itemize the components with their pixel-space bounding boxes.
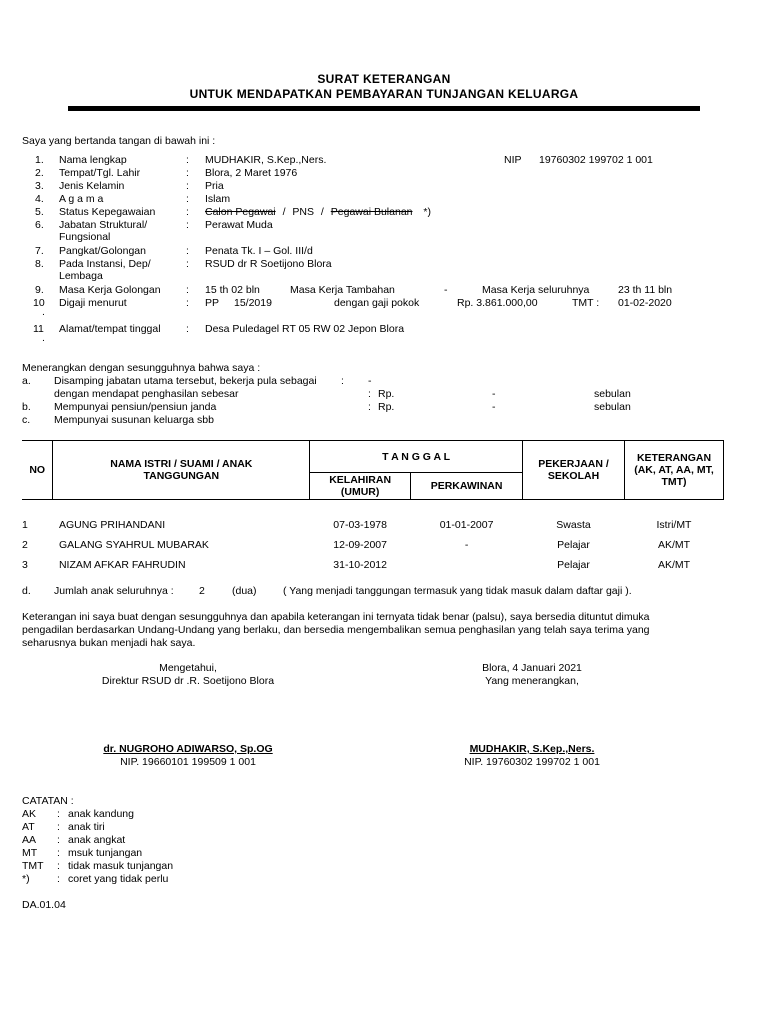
document-title: SURAT KETERANGAN — [317, 72, 451, 86]
table-row — [22, 515, 724, 535]
field-colon: : — [186, 219, 189, 231]
field-label: Jabatan Struktural/ — [59, 219, 148, 231]
status-option-bulanan: Pegawai Bulanan — [330, 206, 413, 218]
catatan-code: AT — [22, 821, 35, 833]
cell-nama: AGUNG PRIHANDANI — [58, 518, 166, 531]
item-a-text: Disamping jabatan utama tersebut, bekerja pula sebagai — [54, 375, 317, 387]
field-value: RSUD dr R Soetijono Blora — [205, 258, 332, 270]
gaji-pp: PP — [205, 297, 220, 309]
item-c-text: Mempunyai susunan keluarga sbb — [54, 414, 214, 426]
field-value: Islam — [205, 193, 231, 205]
cell-no: 2 — [22, 538, 28, 551]
field-no: 5. — [35, 206, 44, 218]
sig-right-line2: Yang menerangkan, — [485, 675, 579, 687]
catatan-code: MT — [22, 847, 38, 859]
field-colon: : — [186, 258, 189, 270]
sig-left-nip: NIP. 19660101 199509 1 001 — [120, 756, 256, 768]
gaji-pp-number: 15/2019 — [234, 297, 272, 309]
table-row — [22, 555, 724, 575]
family-table — [22, 440, 724, 575]
col-header-tanggal: T A N G G A L — [310, 441, 523, 473]
field-colon: : — [186, 193, 189, 205]
item-letter: b. — [22, 401, 31, 413]
item-a-text2: dengan mendapat penghasilan sebesar — [54, 388, 239, 400]
table-row — [22, 535, 724, 555]
status-separator: / — [320, 206, 324, 218]
title-rule — [68, 106, 700, 111]
cell-no: 3 — [22, 558, 28, 571]
field-no: 11 — [33, 323, 44, 335]
gaji-pokok-label: dengan gaji pokok — [334, 297, 420, 309]
catatan-colon: : — [57, 873, 60, 885]
cell-kerja: Pelajar — [557, 558, 590, 571]
catatan-code: AA — [22, 834, 37, 846]
sig-right-nip: NIP. 19760302 199702 1 001 — [464, 756, 600, 768]
cell-no: 1 — [22, 518, 28, 531]
field-no-dot: . — [42, 306, 45, 318]
col-header-kelahiran: KELAHIRAN (UMUR) — [310, 473, 411, 500]
cell-kerja: Pelajar — [557, 538, 590, 551]
nip-label: NIP — [504, 154, 522, 166]
sig-left-line1: Mengetahui, — [159, 662, 217, 674]
jumlah-label: Jumlah anak seluruhnya : — [54, 585, 174, 597]
item-colon: : — [368, 388, 371, 400]
field-label: Tempat/Tgl. Lahir — [59, 167, 141, 179]
field-label: A g a m a — [59, 193, 104, 205]
item-letter: d. — [22, 585, 31, 597]
field-value: Blora, 2 Maret 1976 — [205, 167, 298, 179]
field-label: Nama lengkap — [59, 154, 127, 166]
item-dash: - — [492, 388, 496, 400]
item-sebulan: sebulan — [594, 401, 631, 413]
cell-kawin — [411, 555, 523, 575]
field-value: Perawat Muda — [205, 219, 273, 231]
cell-ket: Istri/MT — [656, 518, 692, 531]
tmt-label: TMT : — [572, 297, 600, 309]
field-no: 6. — [35, 219, 44, 231]
menerangkan-intro: Menerangkan dengan sesungguhnya bahwa saya : — [22, 362, 261, 374]
field-no: 2. — [35, 167, 44, 179]
catatan-colon: : — [57, 808, 60, 820]
status-option-pns: PNS — [292, 206, 314, 218]
field-colon: : — [186, 245, 189, 257]
tmt-value: 01-02-2020 — [618, 297, 672, 309]
cell-kerja: Swasta — [556, 518, 591, 531]
sig-right-line1: Blora, 4 Januari 2021 — [482, 662, 582, 674]
masa-kerja-seluruhnya-value: 23 th 11 bln — [618, 284, 673, 296]
field-no: 7. — [35, 245, 44, 257]
item-dash: - — [492, 401, 496, 413]
catatan-code: AK — [22, 808, 37, 820]
nip-value: 19760302 199702 1 001 — [539, 154, 653, 166]
item-a-dash: - — [368, 375, 372, 387]
cell-kawin: 01-01-2007 — [439, 518, 494, 531]
statement-line: Keterangan ini saya buat dengan sesungguhnya dan apabila keterangan ini ternyata tidak benar (palsu), saya bersedia dituntut dimuka — [22, 611, 650, 623]
field-value: MUDHAKIR, S.Kep.,Ners. — [205, 154, 327, 166]
statement-line: pengadilan berdasarkan Undang-Undang yang berlaku, dan bersedia mengembalikan semua penghasilan yang telah saya terima yang — [22, 624, 650, 636]
status-footnote-mark: *) — [423, 206, 432, 218]
jumlah-count: 2 — [199, 585, 205, 597]
cell-lahir: 12-09-2007 — [333, 538, 387, 551]
status-option-calon: Calon Pegawai — [205, 206, 276, 218]
field-colon: : — [186, 284, 189, 296]
catatan-desc: coret yang tidak perlu — [68, 873, 169, 885]
item-colon: : — [368, 401, 371, 413]
cell-nama: GALANG SYAHRUL MUBARAK — [58, 538, 209, 551]
intro-text: Saya yang bertanda tangan di bawah ini : — [22, 135, 216, 147]
field-label: Pangkat/Golongan — [59, 245, 146, 257]
sig-right-name: MUDHAKIR, S.Kep.,Ners. — [469, 743, 595, 755]
field-label: Status Kepegawaian — [59, 206, 156, 218]
masa-kerja-tambahan-label: Masa Kerja Tambahan — [290, 284, 395, 296]
field-label: Pada Instansi, Dep/ — [59, 258, 151, 270]
cell-lahir: 31-10-2012 — [333, 558, 387, 571]
jumlah-words: (dua) — [232, 585, 257, 597]
masa-kerja-seluruhnya-label: Masa Kerja seluruhnya — [482, 284, 590, 296]
field-no: 8. — [35, 258, 44, 270]
col-header-perkawinan: PERKAWINAN — [411, 473, 523, 500]
cell-ket: AK/MT — [657, 538, 691, 551]
sig-left-name: dr. NUGROHO ADIWARSO, Sp.OG — [103, 743, 273, 755]
field-colon: : — [186, 167, 189, 179]
statement-line: seharusnya bukan menjadi hak saya. — [22, 637, 196, 649]
field-colon: : — [186, 297, 189, 309]
item-sebulan: sebulan — [594, 388, 631, 400]
field-value: Penata Tk. I – Gol. III/d — [205, 245, 313, 257]
catatan-colon: : — [57, 860, 60, 872]
jumlah-note: ( Yang menjadi tanggungan termasuk yang tidak masuk dalam daftar gaji ). — [283, 585, 632, 597]
field-label: Masa Kerja Golongan — [59, 284, 161, 296]
cell-ket: AK/MT — [657, 558, 691, 571]
field-label: Digaji menurut — [59, 297, 127, 309]
catatan-desc: msuk tunjangan — [68, 847, 143, 859]
item-letter: a. — [22, 375, 31, 387]
field-value: Desa Puledagel RT 05 RW 02 Jepon Blora — [205, 323, 405, 335]
field-label-cont: Lembaga — [59, 270, 103, 282]
field-no: 3. — [35, 180, 44, 192]
catatan-code: *) — [22, 873, 30, 885]
item-rp: Rp. — [378, 401, 395, 413]
field-label: Jenis Kelamin — [59, 180, 125, 192]
catatan-desc: tidak masuk tunjangan — [68, 860, 174, 872]
field-colon: : — [186, 154, 189, 166]
item-rp: Rp. — [378, 388, 395, 400]
catatan-code: TMT — [22, 860, 44, 872]
masa-kerja-tambahan-value: - — [444, 284, 448, 296]
status-separator: / — [282, 206, 286, 218]
catatan-colon: : — [57, 834, 60, 846]
catatan-desc: anak tiri — [68, 821, 105, 833]
col-header-pekerjaan: PEKERJAAN / SEKOLAH — [523, 441, 625, 500]
catatan-desc: anak angkat — [68, 834, 126, 846]
status-options — [205, 206, 431, 218]
cell-nama: NIZAM AFKAR FAHRUDIN — [58, 558, 186, 571]
field-colon: : — [186, 323, 189, 335]
item-b-text: Mempunyai pensiun/pensiun janda — [54, 401, 217, 413]
cell-lahir: 07-03-1978 — [333, 518, 387, 531]
catatan-title: CATATAN : — [22, 795, 74, 807]
item-colon: : — [341, 375, 344, 387]
catatan-colon: : — [57, 821, 60, 833]
col-header-nama: NAMA ISTRI / SUAMI / ANAK TANGGUNGAN — [53, 441, 310, 500]
field-label: Alamat/tempat tinggal — [59, 323, 161, 335]
col-header-keterangan: KETERANGAN (AK, AT, AA, MT, TMT) — [624, 441, 723, 500]
field-value: Pria — [205, 180, 224, 192]
field-value: 15 th 02 bln — [205, 284, 260, 296]
field-no: 1. — [35, 154, 44, 166]
field-no: 4. — [35, 193, 44, 205]
field-no: 9. — [35, 284, 44, 296]
gaji-pokok-value: Rp. 3.861.000,00 — [457, 297, 538, 309]
field-colon: : — [186, 206, 189, 218]
catatan-colon: : — [57, 847, 60, 859]
sig-left-line2: Direktur RSUD dr .R. Soetijono Blora — [101, 675, 275, 687]
field-no-dot: . — [42, 332, 45, 344]
form-code: DA.01.04 — [22, 899, 66, 911]
field-label-cont: Fungsional — [59, 231, 111, 243]
item-letter: c. — [22, 414, 31, 426]
cell-kawin: - — [464, 538, 469, 551]
field-no: 10 — [33, 297, 45, 309]
document-subtitle: UNTUK MENDAPATKAN PEMBAYARAN TUNJANGAN KELUARGA — [189, 87, 579, 101]
field-colon: : — [186, 180, 189, 192]
catatan-desc: anak kandung — [68, 808, 134, 820]
col-header-no: NO — [22, 441, 53, 500]
